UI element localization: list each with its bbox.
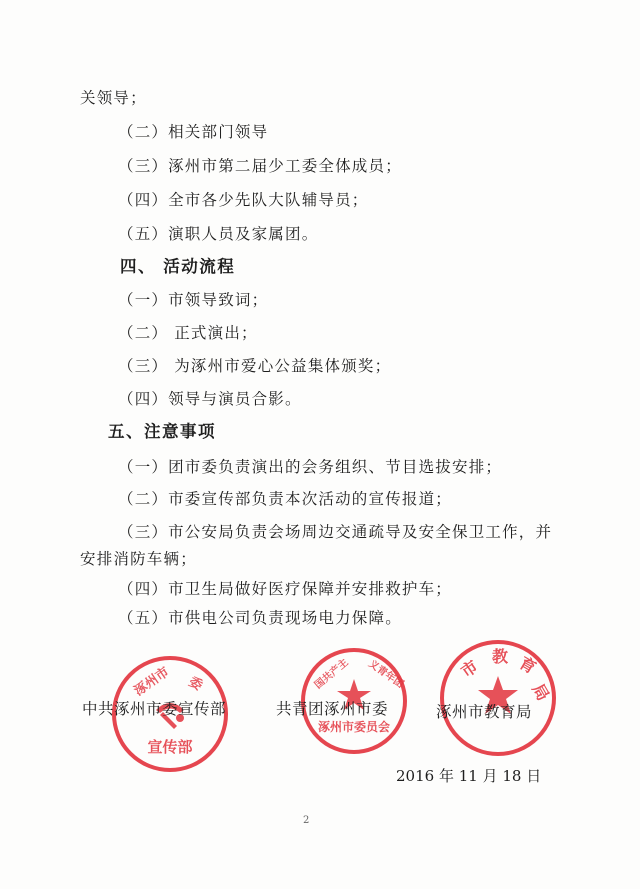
text-line: （二）相关部门领导: [118, 123, 269, 141]
signature-propaganda-dept: 中共涿州市委宣传部: [82, 700, 227, 718]
svg-text:委: 委: [186, 674, 205, 694]
svg-text:市: 市: [457, 656, 482, 682]
section-heading: 五、注意事项: [108, 422, 216, 441]
text-line: （三）市公安局负责会场周边交通疏导及安全保卫工作，并: [118, 523, 553, 541]
svg-text:义青年团: 义青年团: [366, 658, 406, 691]
text-line: （一）市领导致词；: [118, 291, 269, 309]
signature-education-bureau: 涿州市教育局: [436, 703, 533, 721]
svg-text:宣传部: 宣传部: [147, 738, 193, 756]
text-line: （四）市卫生局做好医疗保障并安排救护车；: [118, 580, 453, 598]
text-line: 安排消防车辆；: [80, 550, 197, 568]
svg-text:育: 育: [516, 653, 540, 678]
signature-youth-league: 共青团涿州市委: [276, 700, 389, 718]
svg-text:涿州市委员会: 涿州市委员会: [317, 720, 391, 734]
text-line: （三）涿州市第二届少工委全体成员；: [118, 157, 402, 175]
text-line: （四）领导与演员合影。: [118, 390, 302, 408]
page-number: 2: [303, 815, 310, 826]
svg-text:局: 局: [528, 680, 553, 704]
section-heading: 四、 活动流程: [120, 257, 236, 276]
text-line: （二）市委宣传部负责本次活动的宣传报道；: [118, 490, 453, 508]
svg-text:教: 教: [492, 647, 509, 666]
svg-text:国共产主: 国共产主: [312, 657, 351, 692]
text-line: 关领导；: [80, 89, 147, 107]
text-line: （五）市供电公司负责现场电力保障。: [118, 609, 402, 627]
seal-education-bureau: [436, 636, 560, 760]
text-line: （二） 正式演出；: [118, 324, 258, 342]
text-line: （四）全市各少先队大队辅导员；: [118, 191, 369, 209]
text-line: （一）团市委负责演出的会务组织、节目选拔安排；: [118, 458, 503, 476]
text-line: （三） 为涿州市爱心公益集体颁奖；: [118, 357, 392, 375]
text-line: （五）演职人员及家属团。: [118, 225, 319, 243]
svg-text:涿州市: 涿州市: [131, 664, 173, 700]
document-date: 2016 年 11 月 18 日: [396, 767, 542, 785]
